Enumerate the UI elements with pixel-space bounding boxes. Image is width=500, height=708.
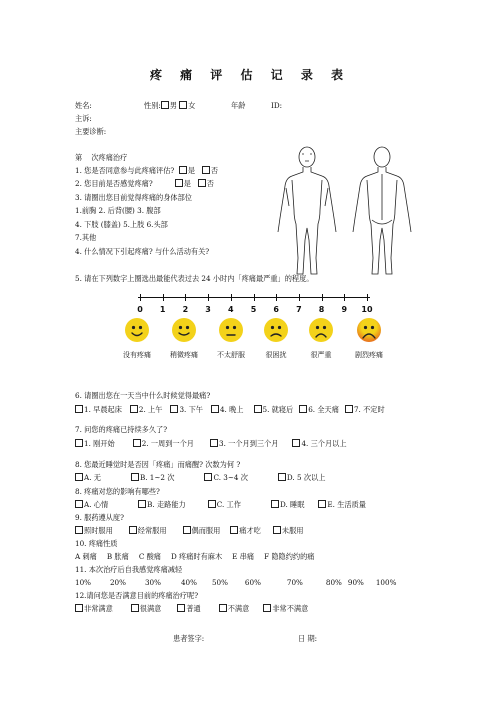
- session-label: 第 次疼痛治疗: [75, 153, 128, 162]
- scale-number-3[interactable]: 3: [205, 305, 211, 314]
- female-checkbox[interactable]: [179, 101, 187, 109]
- checkbox[interactable]: [170, 405, 178, 413]
- checkbox[interactable]: [292, 439, 300, 447]
- q10-option[interactable]: E 串痛: [232, 552, 255, 561]
- q11-option[interactable]: 60%: [244, 578, 261, 587]
- scale-number-10[interactable]: 10: [361, 305, 373, 314]
- q1-no-checkbox[interactable]: [202, 166, 210, 174]
- checkbox[interactable]: [318, 500, 326, 508]
- question-12: 12.请问您是否满意目前的疼痛治疗呢?: [75, 591, 199, 600]
- checkbox[interactable]: [130, 405, 138, 413]
- checkbox[interactable]: [133, 439, 141, 447]
- body-diagram[interactable]: [272, 140, 422, 280]
- q11-option[interactable]: 50%: [211, 578, 228, 587]
- q2-yes-checkbox[interactable]: [175, 179, 183, 187]
- q11-option[interactable]: 90%: [347, 578, 364, 587]
- checkbox[interactable]: [208, 500, 216, 508]
- q8b-option[interactable]: B. 走路能力: [138, 500, 186, 510]
- question-9-options: [75, 526, 303, 536]
- q6-option[interactable]: 7. 不定时: [345, 405, 385, 415]
- checkbox[interactable]: [131, 604, 139, 612]
- q7-option[interactable]: 4. 三个月以上: [292, 439, 346, 449]
- q11-option[interactable]: 70%: [286, 578, 303, 587]
- q6-option[interactable]: 5. 就寝后: [254, 405, 294, 415]
- checkbox[interactable]: [254, 405, 262, 413]
- checkbox[interactable]: [204, 473, 212, 481]
- q11-option[interactable]: 20%: [109, 578, 126, 587]
- scale-number-0[interactable]: 0: [137, 305, 143, 314]
- question-4: 4. 什么情况下引起疼痛? 与什么活动有关?: [75, 247, 210, 256]
- q8b-option[interactable]: D. 睡眠: [271, 500, 304, 510]
- q2-no-checkbox[interactable]: [198, 179, 206, 187]
- checkbox[interactable]: [345, 405, 353, 413]
- question-10: 10. 疼痛性质: [75, 539, 118, 548]
- q9-option[interactable]: 痛才吃: [230, 526, 261, 536]
- checkbox[interactable]: [278, 473, 286, 481]
- face-expression-icon: [219, 318, 243, 342]
- q6-option[interactable]: 2. 上午: [130, 405, 163, 415]
- scale-number-1[interactable]: 1: [159, 305, 166, 314]
- question-6: 6. 请圈出您在一天当中什么时候觉得最痛?: [75, 391, 211, 400]
- scale-number-2[interactable]: 2: [182, 305, 189, 314]
- scale-tick: [322, 294, 323, 301]
- scale-tick: [185, 294, 186, 301]
- checkbox[interactable]: [219, 604, 227, 612]
- q9-option[interactable]: 经常服用: [129, 526, 167, 536]
- q6-option[interactable]: 1. 早晨起床: [75, 405, 122, 415]
- date-label: 日 期:: [298, 634, 318, 643]
- checkbox[interactable]: [299, 405, 307, 413]
- pain-face-2[interactable]: [219, 318, 243, 342]
- checkbox[interactable]: [75, 473, 83, 481]
- checkbox[interactable]: [129, 526, 137, 534]
- scale-number-6[interactable]: 6: [273, 305, 279, 314]
- question-8b-options: [75, 500, 366, 510]
- question-7: 7. 问您的疼痛已持续多久了?: [75, 425, 168, 434]
- q10-option[interactable]: B 胀痛: [106, 552, 129, 561]
- q8-option[interactable]: D. 5 次以上: [278, 473, 326, 483]
- question-3-options-1: 1.前胸 2. 后背(腰) 3. 腹部: [75, 206, 161, 215]
- scale-tick: [367, 294, 368, 301]
- pain-face-1[interactable]: [172, 318, 196, 342]
- face-expression-icon: [357, 318, 381, 342]
- scale-tick: [208, 294, 209, 301]
- scale-number-9[interactable]: 9: [341, 305, 348, 314]
- pain-face-label: 很严重: [310, 351, 332, 359]
- q12-option[interactable]: 普通: [177, 604, 200, 614]
- checkbox[interactable]: [210, 439, 218, 447]
- q11-option[interactable]: 80%: [325, 578, 342, 587]
- form-title: 疼 痛 评 估 记 录 表: [149, 68, 351, 82]
- question-11: 11. 本次治疗后自我感觉疼痛减轻: [75, 565, 183, 574]
- q9-option[interactable]: 偶而服用: [183, 526, 221, 536]
- q12-option[interactable]: 不满意: [219, 604, 250, 614]
- scale-tick: [140, 294, 141, 301]
- q8-option[interactable]: C. 3~4 次: [204, 473, 247, 483]
- q9-option[interactable]: 未服用: [273, 526, 304, 536]
- q8b-option[interactable]: A. 心情: [75, 500, 108, 510]
- question-3-options-3: 7.其他: [75, 233, 97, 242]
- q10-option[interactable]: F 隐隐约约的痛: [264, 552, 315, 561]
- q6-option[interactable]: 6. 全天痛: [299, 405, 339, 415]
- q10-option[interactable]: A 刺痛: [75, 552, 97, 561]
- checkbox[interactable]: [138, 500, 146, 508]
- id-field: ID:: [271, 101, 283, 110]
- scale-tick: [231, 294, 232, 301]
- pain-face-label: 不太舒服: [217, 351, 245, 359]
- scale-number-4[interactable]: 4: [228, 305, 234, 314]
- checkbox[interactable]: [273, 526, 281, 534]
- pain-face-label: 很困扰: [265, 351, 287, 359]
- diagnosis-field: 主要诊断:: [75, 127, 107, 136]
- scale-tick: [254, 294, 255, 301]
- question-7-options: [75, 439, 347, 449]
- checkbox[interactable]: [211, 405, 219, 413]
- pain-face-label: 稍微疼痛: [170, 351, 198, 359]
- q11-option[interactable]: 30%: [144, 578, 161, 587]
- question-1: 1. 您是否同意参与此疼痛评估? 是 否: [75, 166, 219, 175]
- checkbox[interactable]: [131, 473, 139, 481]
- q6-option[interactable]: 3. 下午: [170, 405, 203, 415]
- question-12-options: [75, 604, 308, 614]
- question-9: 9. 服药遵从度?: [75, 513, 124, 522]
- scale-number-8[interactable]: 8: [318, 305, 325, 314]
- question-3-options-2: 4. 下肢 (膝盖) 5.上肢 6.头部: [75, 220, 168, 229]
- name-field: 姓名:: [75, 101, 92, 110]
- q9-option[interactable]: 照时服用: [75, 526, 113, 536]
- q6-option[interactable]: 4. 晚上: [211, 405, 244, 415]
- checkbox[interactable]: [263, 604, 271, 612]
- q10-option[interactable]: C 酸痛: [138, 552, 161, 561]
- pain-face-0[interactable]: [125, 318, 149, 342]
- q12-option[interactable]: 非常满意: [75, 604, 113, 614]
- pain-face-4[interactable]: [309, 318, 333, 342]
- q8-option[interactable]: A. 无: [75, 473, 101, 483]
- question-5: 5. 请在下列数字上圈选出最能代表过去 24 小时内「疼痛最严重」的程度。: [75, 274, 314, 283]
- checkbox[interactable]: [75, 500, 83, 508]
- scale-number-5[interactable]: 5: [250, 305, 257, 314]
- question-3: 3. 请圈出您目前觉得疼痛的身体部位: [75, 193, 192, 202]
- checkbox[interactable]: [75, 439, 83, 447]
- q1-yes-checkbox[interactable]: [179, 166, 187, 174]
- question-6-options: [75, 405, 385, 415]
- q7-option[interactable]: 3. 一个月到三个月: [210, 439, 278, 449]
- complaint-field: 主诉:: [75, 114, 92, 123]
- q7-option[interactable]: 1. 刚开始: [75, 439, 115, 449]
- patient-signature-label: 患者签字:: [173, 634, 205, 643]
- q11-option[interactable]: 40%: [180, 578, 197, 587]
- question-8b: 8. 疼痛对您的影响有哪些?: [75, 487, 160, 496]
- pain-face-label: 剧烈疼痛: [355, 351, 383, 359]
- scale-number-7[interactable]: 7: [296, 305, 302, 314]
- scale-tick: [299, 294, 300, 301]
- face-expression-icon: [264, 318, 288, 342]
- question-10-options: [75, 552, 315, 562]
- face-expression-icon: [172, 318, 196, 342]
- q8-option[interactable]: B. 1~2 次: [131, 473, 175, 483]
- pain-face-3[interactable]: [264, 318, 288, 342]
- checkbox[interactable]: [271, 500, 279, 508]
- pain-face-label: 没有疼痛: [123, 351, 151, 359]
- checkbox[interactable]: [75, 526, 83, 534]
- checkbox[interactable]: [177, 604, 185, 612]
- question-8-options: [75, 473, 325, 483]
- scale-tick: [163, 294, 164, 301]
- q11-option[interactable]: 100%: [375, 578, 397, 587]
- checkbox[interactable]: [75, 604, 83, 612]
- checkbox[interactable]: [183, 526, 191, 534]
- q8b-option[interactable]: C. 工作: [208, 500, 241, 510]
- question-8: 8. 您最近睡觉时是否因「疼痛」而痛醒? 次数为何 ?: [75, 460, 241, 469]
- gender-field: 性别: 男 女: [144, 101, 196, 110]
- question-11-options: [75, 578, 396, 588]
- age-field: 年龄: [231, 101, 246, 110]
- q10-option[interactable]: D 疼痛时有麻木: [170, 552, 223, 561]
- pain-face-5[interactable]: [357, 318, 381, 342]
- scale-tick: [344, 294, 345, 301]
- question-2: 2. 您目前是否感觉疼痛? 是 否: [75, 179, 214, 188]
- checkbox[interactable]: [75, 405, 83, 413]
- face-expression-icon: [125, 318, 149, 342]
- face-expression-icon: [309, 318, 333, 342]
- q11-option[interactable]: 10%: [75, 578, 91, 587]
- q12-option[interactable]: 很满意: [131, 604, 162, 614]
- checkbox[interactable]: [230, 526, 238, 534]
- scale-tick: [276, 294, 277, 301]
- q8b-option[interactable]: E. 生活质量: [318, 500, 366, 510]
- male-checkbox[interactable]: [161, 101, 169, 109]
- q12-option[interactable]: 非常不满意: [263, 604, 308, 614]
- q7-option[interactable]: 2. 一周到一个月: [133, 439, 194, 449]
